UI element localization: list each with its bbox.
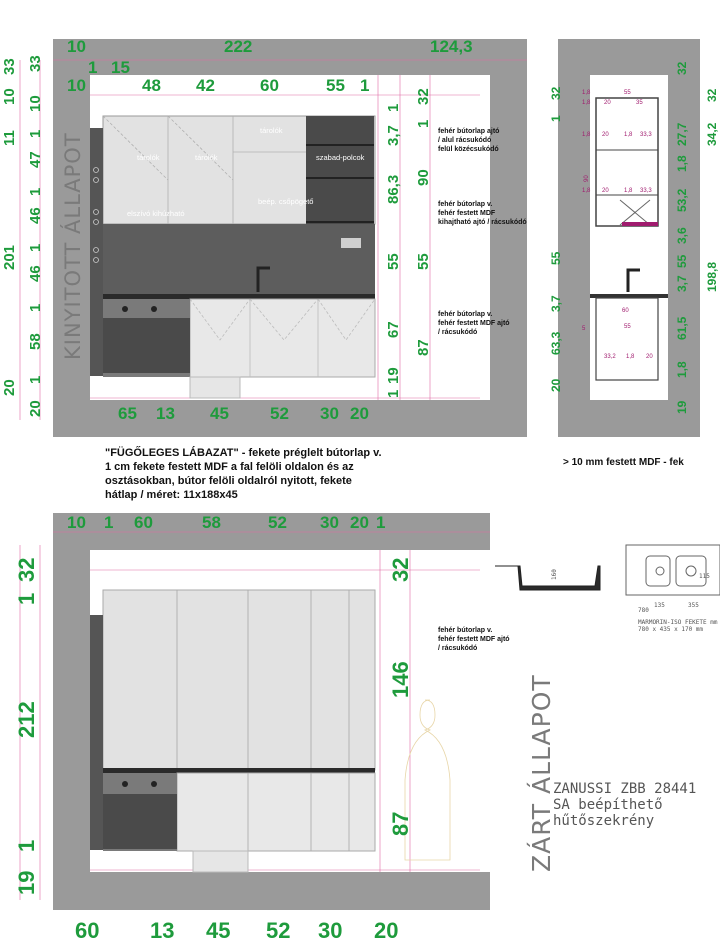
side-dim-63-3: 63,3 [549, 331, 563, 355]
dim-bot-52: 52 [270, 404, 289, 423]
dim-bot-30: 30 [320, 404, 339, 423]
dim-right-19: 19 [385, 367, 402, 384]
side-s2: 55 [624, 90, 631, 96]
dim-row3-42: 42 [196, 76, 215, 95]
sink-dim-160: 160 [551, 569, 558, 580]
dim-right-1c: 1 [385, 389, 402, 398]
sink-detail [495, 545, 720, 633]
top-elevation [1, 37, 527, 437]
dim-left-33b: 33 [27, 55, 44, 72]
side-dim-r3-6: 3,6 [675, 227, 689, 244]
bv-dim-1: 1 [104, 513, 114, 532]
dim-left-1d: 1 [27, 303, 44, 312]
bv-dim-52: 52 [268, 513, 287, 532]
dim-left-33: 33 [1, 58, 18, 75]
backsplash [103, 224, 375, 296]
dim-row3-60: 60 [260, 76, 279, 95]
open-shelf-unit [306, 116, 374, 224]
note-lower-door: fehér bútorlap v. fehér festett MDF ajtó / rácsukódó [438, 311, 510, 336]
dim-row3-48: 48 [142, 76, 161, 95]
bv-bot-52: 52 [266, 918, 291, 943]
side-s8: 1,8 [624, 132, 633, 138]
bottom-view-bottom-dims [75, 918, 398, 943]
dim-bot-45: 45 [210, 404, 229, 423]
bv-left-212: 212 [14, 701, 39, 738]
dim-left-10: 10 [1, 88, 18, 105]
sink-caption-1: MARMORIN-ISO FEKETE mm [638, 619, 718, 626]
dim-top-124: 124,3 [430, 37, 473, 56]
dim-left-46a: 46 [27, 207, 44, 224]
side-dim-1: 1 [549, 115, 563, 122]
sink-section [495, 566, 600, 590]
side-elevation [549, 39, 719, 468]
side-dim-55: 55 [549, 251, 563, 265]
closed-lower-doors [177, 773, 375, 851]
bv-left-19: 19 [14, 870, 39, 895]
dim-right-32: 32 [415, 88, 432, 105]
side-countertop [590, 294, 668, 298]
dim-right-90: 90 [415, 169, 432, 186]
side-dim-r1-8: 1,8 [675, 155, 689, 172]
dim-right-55b: 55 [415, 253, 432, 270]
dim-right-87: 87 [415, 339, 432, 356]
dim-top-10: 10 [67, 37, 86, 56]
side-dim-r34: 34,2 [705, 122, 719, 146]
socket [341, 238, 361, 248]
side-s18: 1,8 [626, 354, 635, 360]
label-free-shelves: szabad-polcok [316, 153, 365, 162]
plinth-note [105, 446, 382, 501]
bv-dim-1b: 1 [376, 513, 386, 532]
side-dim-r3-7: 3,7 [675, 275, 689, 292]
label-storage-2: tárolók [195, 153, 218, 162]
dim-right-1b: 1 [415, 119, 432, 128]
plinth-body-4: hátlap / méret: 11x188x45 [105, 489, 238, 501]
label-storage-1: tárolók [137, 153, 160, 162]
dim-bot-65: 65 [118, 404, 137, 423]
sink-dim-355: 355 [688, 602, 699, 609]
dim-left-47: 47 [27, 151, 44, 168]
side-s19: 20 [646, 354, 653, 360]
note-lift-door: fehér bútorlap v. fehér festett MDF kihajtható ajtó / rácsukódó [438, 201, 527, 226]
dim-left-46b: 46 [27, 265, 44, 282]
bottom-door-note: fehér bútorlap v. fehér festett MDF ajtó / rácsukódó [438, 627, 510, 652]
label-storage-3: tárolók [260, 126, 283, 135]
side-s12: 1,8 [624, 188, 633, 194]
fridge-line-3: hűtőszekrény [553, 813, 655, 829]
dim-left-11: 11 [1, 130, 18, 146]
dim-row3-1: 1 [360, 76, 370, 95]
plinth-body-2: 1 cm fekete festett MDF a fal felöli oldalon és az [105, 461, 354, 473]
bv-dim-20: 20 [350, 513, 369, 532]
bv-dim-10: 10 [67, 513, 86, 532]
side-s3: 1,8 [582, 100, 591, 106]
bv-bot-13: 13 [150, 918, 175, 943]
side-s1: 1,8 [582, 90, 591, 96]
side-dim-r198: 198,8 [705, 261, 719, 292]
label-extractor: elszívó kihúzható [127, 209, 185, 218]
dim-right-55a: 55 [385, 253, 402, 270]
sink-dim-115: 115 [699, 573, 710, 580]
side-dim-r1-8b: 1,8 [675, 361, 689, 378]
bv-right-32: 32 [388, 557, 413, 582]
dim-left-1c: 1 [27, 243, 44, 252]
side-dim-r32b: 32 [705, 88, 719, 102]
bv-bot-45: 45 [206, 918, 231, 943]
dim-left-1e: 1 [27, 375, 44, 384]
sink-dim-135: 135 [654, 602, 665, 609]
side-dim-20: 20 [549, 378, 563, 392]
side-dim-r55: 55 [675, 254, 689, 268]
side-dim-3-7: 3,7 [549, 295, 563, 312]
closed-countertop [103, 768, 375, 773]
bv-dim-58: 58 [202, 513, 221, 532]
side-s17: 33,2 [604, 354, 616, 360]
fridge-line-2: SA beépíthető [553, 797, 663, 813]
sink-dim-780: 780 [638, 607, 649, 614]
sink-caption-2: 780 x 435 x 170 mm [638, 626, 704, 633]
dim-row3-55: 55 [326, 76, 345, 95]
state-label-open: KINYITOTT ÁLLAPOT [61, 132, 85, 360]
side-dim-r53: 53,2 [675, 188, 689, 212]
plinth [190, 377, 240, 398]
dim-row3-10: 10 [67, 76, 86, 95]
side-s9: 33,3 [640, 132, 652, 138]
label-dish-rack: beép. csőpögető [258, 197, 314, 206]
dim-right-67: 67 [385, 321, 402, 338]
side-s13: 33,3 [640, 188, 652, 194]
bv-left-1: 1 [14, 592, 39, 605]
dim-bot-20: 20 [350, 404, 369, 423]
dim-left-20b: 20 [27, 400, 44, 417]
dim-left-1a: 1 [27, 129, 44, 138]
side-dim-r19: 19 [675, 400, 689, 414]
bv-dim-60: 60 [134, 513, 153, 532]
side-s20: 90 [584, 175, 590, 182]
bv-right-87: 87 [388, 811, 413, 836]
closed-side-column [90, 615, 103, 850]
side-s10: 1,8 [582, 188, 591, 194]
plinth-title: "FÜGŐLEGES LÁBAZAT" [105, 447, 239, 459]
countertop [103, 294, 375, 299]
side-dim-32: 32 [549, 86, 563, 100]
bv-left-1b: 1 [14, 839, 39, 852]
svg-text:"FÜGŐLEGES LÁBAZAT" - f [105, 446, 382, 459]
side-dim-r61: 61,5 [675, 316, 689, 340]
fridge-model: ZANUSSI ZBB 28441 [553, 781, 697, 797]
fridge-label [553, 781, 696, 829]
dim-left-20a: 20 [1, 379, 18, 396]
side-s11: 20 [602, 188, 609, 194]
left-dims [1, 55, 44, 417]
dim-left-10b: 10 [27, 95, 44, 112]
side-s14: 60 [622, 308, 629, 314]
dim-top-15: 15 [111, 58, 130, 77]
dim-left-201: 201 [1, 244, 18, 270]
dim-left-1b: 1 [27, 187, 44, 196]
plinth-body-3: osztásokban, bútor felöli oldalról nyitott, fekete [105, 475, 352, 487]
side-dim-r27: 27,7 [675, 122, 689, 146]
note-upper-door: fehér bútorlap ajtó / alul rácsukódó felül közécsukódó [438, 128, 500, 153]
bv-right-146: 146 [388, 661, 413, 698]
bottom-elevation [14, 513, 696, 943]
dim-top-1: 1 [88, 58, 98, 77]
side-s6: 1,8 [582, 132, 591, 138]
dim-right-86-3: 86,3 [385, 174, 402, 204]
side-s16: 5 [582, 326, 586, 332]
dim-top-222: 222 [224, 37, 253, 56]
dim-left-58: 58 [27, 333, 44, 350]
plinth-body-1: - fekete préglelt bútorlap v. [241, 447, 382, 459]
side-dim-r32: 32 [675, 61, 689, 75]
bv-bot-60: 60 [75, 918, 100, 943]
side-column [90, 128, 103, 376]
dim-bot-13: 13 [156, 404, 175, 423]
dim-right-3-7: 3,7 [385, 125, 402, 146]
side-s4: 20 [604, 100, 611, 106]
bv-dim-30: 30 [320, 513, 339, 532]
closed-plinth [193, 851, 248, 872]
bv-bot-30: 30 [318, 918, 343, 943]
bv-left-32: 32 [14, 557, 39, 582]
side-s7: 20 [602, 132, 609, 138]
side-s15: 55 [624, 324, 631, 330]
state-label-closed: ZÁRT ÁLLAPOT [527, 674, 556, 872]
side-s5: 35 [636, 100, 643, 106]
side-footer-note: > 10 mm festett MDF - fek [563, 457, 684, 468]
dim-right-1: 1 [385, 103, 402, 112]
bottom-view-left-dims [14, 558, 39, 895]
closed-upper-doors [103, 590, 375, 770]
bv-bot-20: 20 [374, 918, 399, 943]
